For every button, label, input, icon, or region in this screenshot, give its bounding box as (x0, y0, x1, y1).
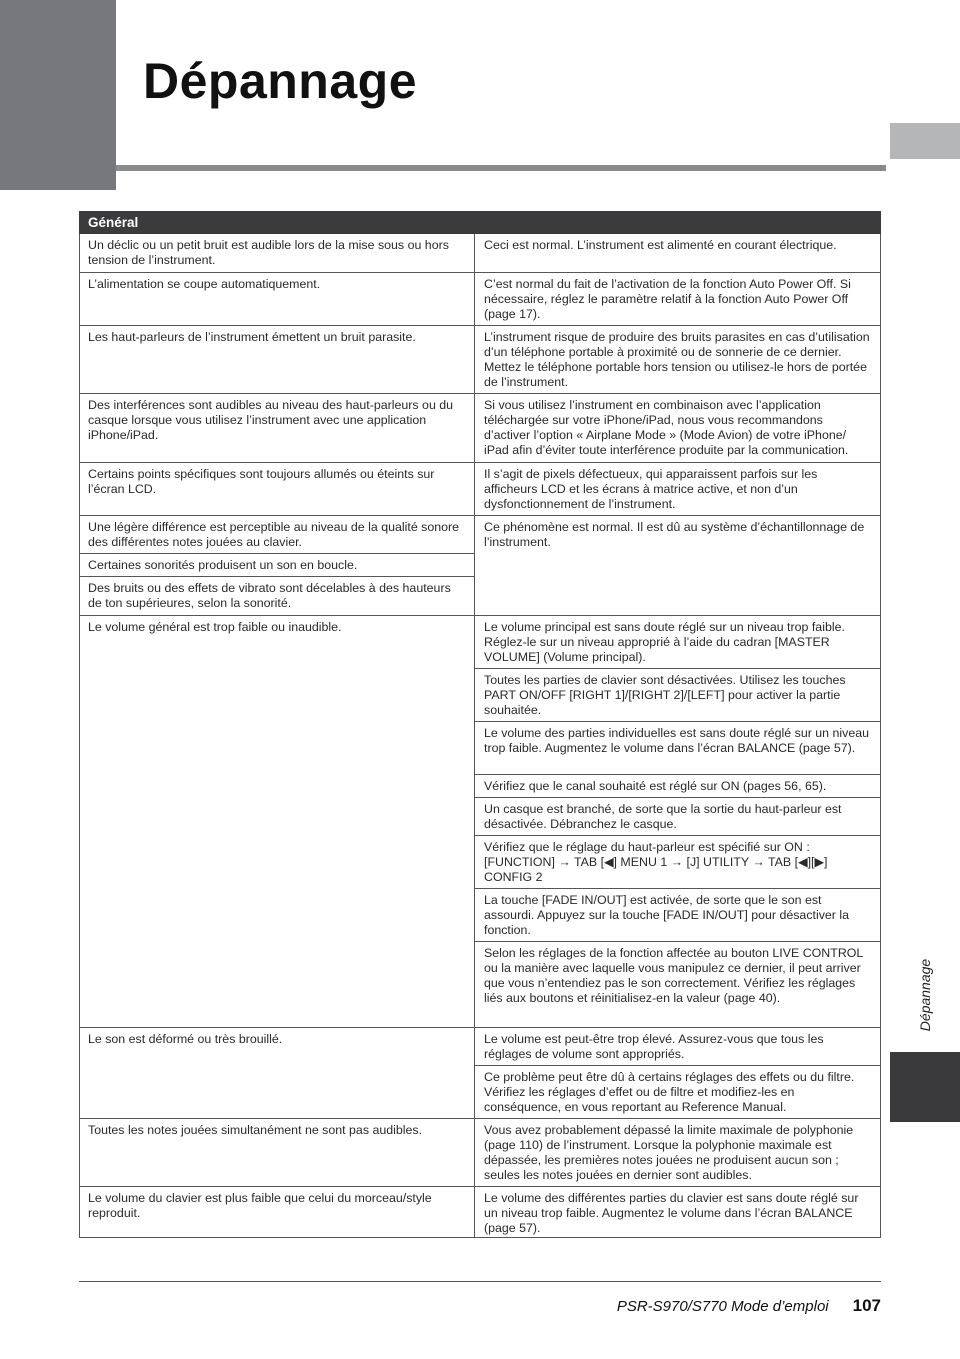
solution-cell: Le volume est peut-être trop élevé. Assurez-vous que tous les réglages de volume sont appropriés. (484, 1032, 824, 1061)
solution-cell: Le volume des différentes parties du clavier est sans doute réglé sur un niveau trop faible. Augmentez le volume dans l’écran BALANCE (page 57). (484, 1191, 859, 1235)
side-tab-label: Dépannage (917, 958, 933, 1032)
problem-cell: Un déclic ou un petit bruit est audible lors de la mise sous ou hors tension de l’instrument. (88, 238, 449, 267)
solution-cell: Le volume des parties individuelles est sans doute réglé sur un niveau trop faible. Augmentez le volume dans l’écran BALANCE (page 57). (484, 726, 870, 755)
solution-cell: Le volume principal est sans doute réglé sur un niveau trop faible. Réglez-le sur un niveau approprié à l’aide du cadran [MASTER VOLUME] (Volume principal). (484, 620, 845, 664)
table-border-left (79, 234, 80, 1238)
solution-cell: Si vous utilisez l’instrument en combinaison avec l’application téléchargée sur votre iPhone/iPad, nous vous recommandons d’activer l’option « Airplane Mode » (Mode Avion) de votre iPhone/ iPad afin d’éviter toute interférence produite par la communication. (484, 398, 849, 457)
table-border-right (880, 234, 881, 1238)
problem-cell: Des bruits ou des effets de vibrato sont décelables à des hauteurs de ton supérieures, selon la sonorité. (88, 581, 451, 610)
solution-cell: Ceci est normal. L’instrument est alimenté en courant électrique. (484, 238, 837, 252)
solution-cell: Il s’agit de pixels défectueux, qui apparaissent parfois sur les afficheurs LCD et les écrans à matrice active, et non d’un dysfonctionnement de l’instrument. (484, 467, 818, 511)
solution-cell: L’instrument risque de produire des bruits parasites en cas d’utilisation d’un téléphone portable à proximité ou de sonnerie de ce dernier. Mettez le téléphone portable hors tension ou utilisez-le hors de portée de l’instrument. (484, 330, 870, 389)
problem-cell: Des interférences sont audibles au niveau des haut-parleurs ou du casque lorsque vous utilisez l’instrument avec une application iPhone/iPad. (88, 398, 454, 442)
page-title: Dépannage (143, 53, 418, 109)
problem-cell: Le son est déformé ou très brouillé. (88, 1032, 283, 1046)
problem-cell: Certaines sonorités produisent un son en boucle. (88, 558, 358, 572)
problem-cell: L’alimentation se coupe automatiquement. (88, 277, 321, 291)
header-grey-block (0, 0, 116, 190)
problem-cell: Certains points spécifiques sont toujours allumés ou éteints sur l’écran LCD. (88, 467, 435, 496)
side-tab-top (890, 123, 960, 159)
solution-cell: Selon les réglages de la fonction affectée au bouton LIVE CONTROL ou la manière avec laquelle vous manipulez ce dernier, il peut arriver que vous n’entendiez pas le son correctement. Vérifiez les réglages liés aux boutons et réinitialisez-en la valeur (page 40). (484, 946, 863, 1005)
solution-cell: La touche [FADE IN/OUT] est activée, de sorte que le son est assourdi. Appuyez sur la touche [FADE IN/OUT] pour désactiver la fonction. (484, 893, 850, 937)
problem-cell: Les haut-parleurs de l’instrument émettent un bruit parasite. (88, 330, 416, 344)
solution-cell: Ce phénomène est normal. Il est dû au système d’échantillonnage de l’instrument. (484, 520, 865, 549)
solution-cell: Vous avez probablement dépassé la limite maximale de polyphonie (page 110) de l’instrument. Lorsque la polyphonie maximale est dépassée, les premières notes jouées ne produisent aucun son ; seules les notes jouées en dernier sont audibles. (484, 1123, 854, 1182)
problem-cell: Le volume du clavier est plus faible que celui du morceau/style reproduit. (88, 1191, 432, 1220)
footer-rule (79, 1281, 881, 1282)
side-tab-dark (890, 1052, 960, 1122)
solution-cell: Vérifiez que le canal souhaité est réglé sur ON (pages 56, 65). (484, 779, 827, 793)
solution-cell: C’est normal du fait de l’activation de la fonction Auto Power Off. Si nécessaire, réglez le paramètre relatif à la fonction Auto Power Off (page 17). (484, 277, 851, 321)
solution-cell: Ce problème peut être dû à certains réglages des effets ou du filtre. Vérifiez les réglages d’effet ou de filtre et modifiez-les en conséquence, en vous reportant au Reference Manual. (484, 1070, 855, 1114)
troubleshooting-table (79, 234, 881, 1238)
section-header: Général (79, 211, 881, 234)
solution-cell: Vérifiez que le réglage du haut-parleur est spécifié sur ON : [FUNCTION] → TAB [◀] MENU 1 → [J] UTILITY → TAB [◀][▶] CONFIG 2 (484, 840, 828, 884)
problem-cell: Une légère différence est perceptible au niveau de la qualité sonore des différentes notes jouées au clavier. (88, 520, 460, 549)
title-rule (116, 165, 886, 171)
solution-cell: Toutes les parties de clavier sont désactivées. Utilisez les touches PART ON/OFF [RIGHT 1]/[RIGHT 2]/[LEFT] pour activer la partie souhaitée. (484, 673, 846, 717)
problem-cell: Le volume général est trop faible ou inaudible. (88, 620, 342, 634)
footer (617, 1296, 881, 1316)
problem-cell: Toutes les notes jouées simultanément ne sont pas audibles. (88, 1123, 423, 1137)
table-border-bottom (79, 1237, 881, 1238)
footer-model: PSR-S970/S770 Mode d’emploi (616, 1298, 829, 1315)
solution-cell: Un casque est branché, de sorte que la sortie du haut-parleur est désactivée. Débranchez le casque. (484, 802, 842, 831)
page-number: 107 (852, 1296, 881, 1315)
